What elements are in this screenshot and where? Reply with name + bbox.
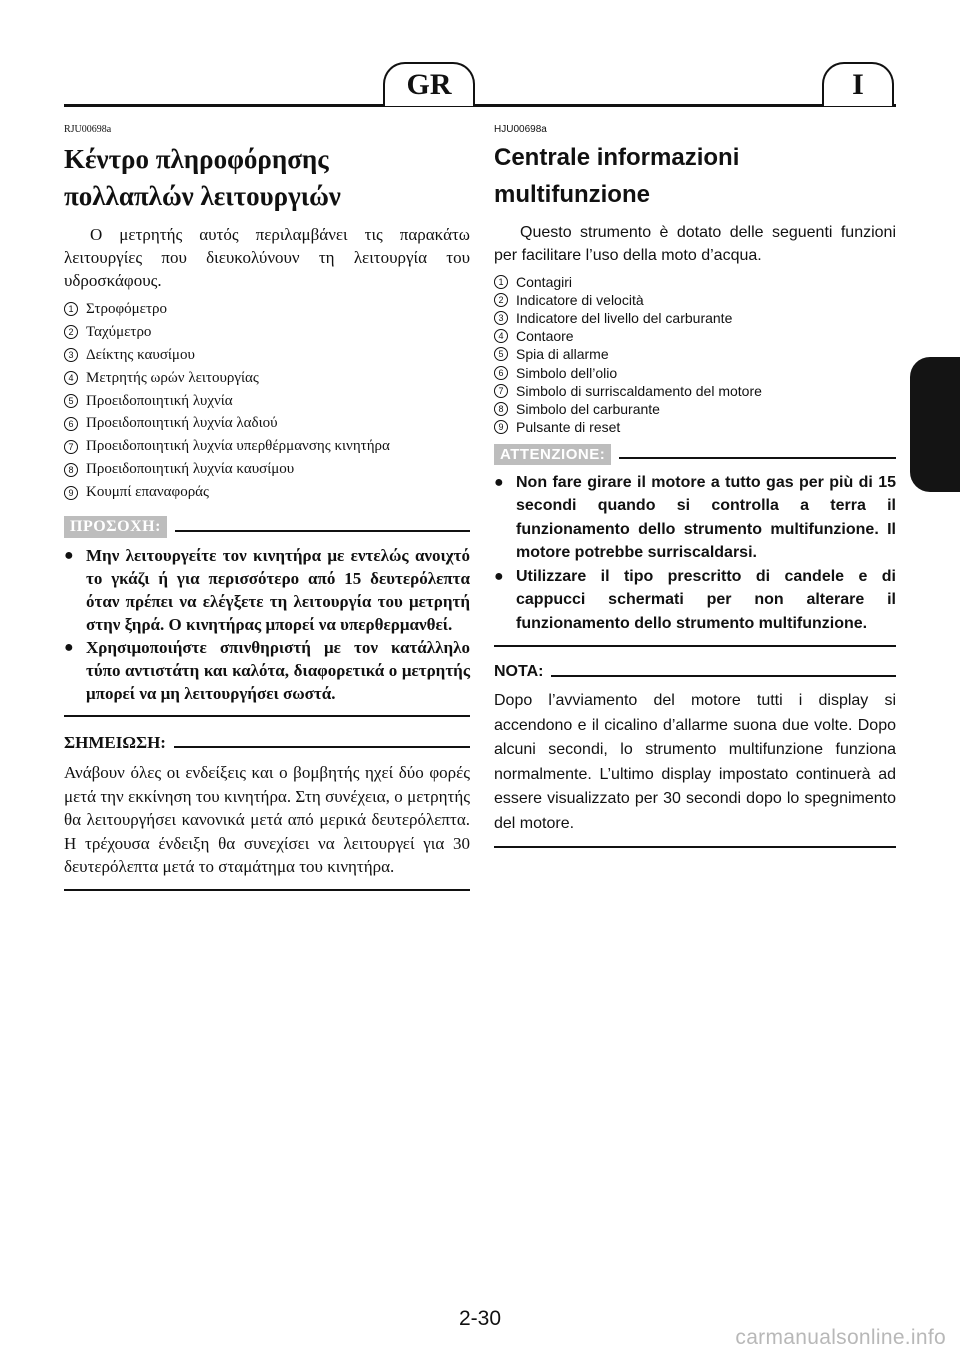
divider <box>494 846 896 848</box>
caution-header <box>494 444 896 465</box>
list-item: 3 Indicatore del livello del carburante <box>494 309 896 327</box>
note-text: Dopo l’avviamento del motore tutti i display si accendono e il cicalino d’allarme suona due volte. Dopo alcuni secondi, lo strumento multifunzione funziona normalmente. L’ultimo display impostato continuerà ad essere visualizzato per 30 secondi dopo lo spegnimento del motore. <box>494 692 896 832</box>
header-rule <box>64 104 896 107</box>
list-item: 2 Indicatore di velocità <box>494 291 896 309</box>
page-number: 2-30 <box>458 1307 502 1330</box>
list-item: 5 Spia di allarme <box>494 345 896 363</box>
greek-column <box>64 124 470 891</box>
list-item: 3 Δείκτης καυσίμου <box>64 344 470 367</box>
note-label: ΣΗΜΕΙΩΣΗ: <box>64 733 166 753</box>
note-text: Ανάβουν όλες οι ενδείξεις και ο βομβητής ηχεί δύο φορές μετά την εκκίνηση του κινητήρα. Στη συνέχεια, ο μετρητής θα λειτουργήσει κανονικά μετά από μερικά δευτερόλεπτα. Η τρέχουσα ένδειξη θα συνεχίσει να λειτουργεί για 30 δευτερόλεπτα μετά το σταμάτημα του κινητήρα. <box>64 763 470 877</box>
caution-list <box>64 544 470 705</box>
chapter-tab <box>910 357 960 492</box>
list-item: 9 Κουμπί επαναφοράς <box>64 481 470 504</box>
list-item: 7 Simbolo di surriscaldamento del motore <box>494 382 896 400</box>
note-header <box>494 663 896 681</box>
section-code: RJU00698a <box>64 124 112 135</box>
list-item: 5 Προειδοποιητική λυχνία <box>64 390 470 413</box>
caution-header <box>64 516 470 538</box>
list-item: 9 Pulsante di reset <box>494 418 896 436</box>
watermark: carmanualsonline.info <box>735 1326 946 1349</box>
list-item: 7 Προειδοποιητική λυχνία υπερθέρμανσης κινητήρα <box>64 435 470 458</box>
list-item: 2 Ταχύμετρο <box>64 321 470 344</box>
list-item: 4 Μετρητής ωρών λειτουργίας <box>64 367 470 390</box>
note-header <box>64 733 470 753</box>
caution-item: ● Utilizzare il tipo prescritto di candele e di cappucci schermati per non alterare il funzionamento dello strumento multifunzione. <box>494 565 896 636</box>
list-item: 1 Στροφόμετρο <box>64 298 470 321</box>
note-label: NOTA: <box>494 663 544 681</box>
intro-paragraph: Questo strumento è dotato delle seguenti funzioni per facilitare l’uso della moto d’acqua. <box>494 224 896 264</box>
list-item: 1 Contagiri <box>494 273 896 291</box>
list-item: 8 Simbolo del carburante <box>494 400 896 418</box>
intro-paragraph: Ο μετρητής αυτός περιλαμβάνει τις παρακάτω λειτουργίες που διευκολύνουν τη λειτουργία του υδροσκάφους. <box>64 225 470 290</box>
section-title: Centrale informazioni multifunzione <box>494 144 740 208</box>
divider <box>494 645 896 647</box>
caution-label: ATTENZIONE: <box>494 444 611 465</box>
italian-column <box>494 124 896 848</box>
language-badge-i: I <box>822 62 894 106</box>
list-item: 8 Προειδοποιητική λυχνία καυσίμου <box>64 458 470 481</box>
language-badge-gr: GR <box>383 62 475 106</box>
caution-item: ● Χρησιμοποιήστε σπινθηριστή με τον κατάλληλο τύπο αντιστάτη και καλότα, διαφορετικά ο μετρητής μπορεί να μη λειτουργήσει σωστά. <box>64 636 470 705</box>
divider <box>64 889 470 891</box>
list-item: 6 Προειδοποιητική λυχνία λαδιού <box>64 412 470 435</box>
feature-list <box>64 298 470 504</box>
caution-item: ● Non fare girare il motore a tutto gas per più di 15 secondi quando si controlla a terra il funzionamento dello strumento multifunzione. Il motore potrebbe surriscaldarsi. <box>494 471 896 565</box>
caution-list <box>494 471 896 636</box>
list-item: 4 Contaore <box>494 327 896 345</box>
divider <box>64 715 470 717</box>
caution-item: ● Μην λειτουργείτε τον κινητήρα με εντελώς ανοιχτό το γκάζι ή για περισσότερο από 15 δευτερόλεπτα όταν πρέπει να ελέγξετε τη λειτουργία του μετρητή στην ξηρά. Ο κινητήρας μπορεί να υπερθερμανθεί. <box>64 544 470 636</box>
list-item: 6 Simbolo dell’olio <box>494 363 896 381</box>
section-code: HJU00698a <box>494 124 547 135</box>
caution-label: ΠΡΟΣΟΧΗ: <box>64 516 167 538</box>
section-title: Κέντρο πληροφόρησης πολλαπλών λειτουργιών <box>64 144 341 211</box>
feature-list <box>494 273 896 436</box>
